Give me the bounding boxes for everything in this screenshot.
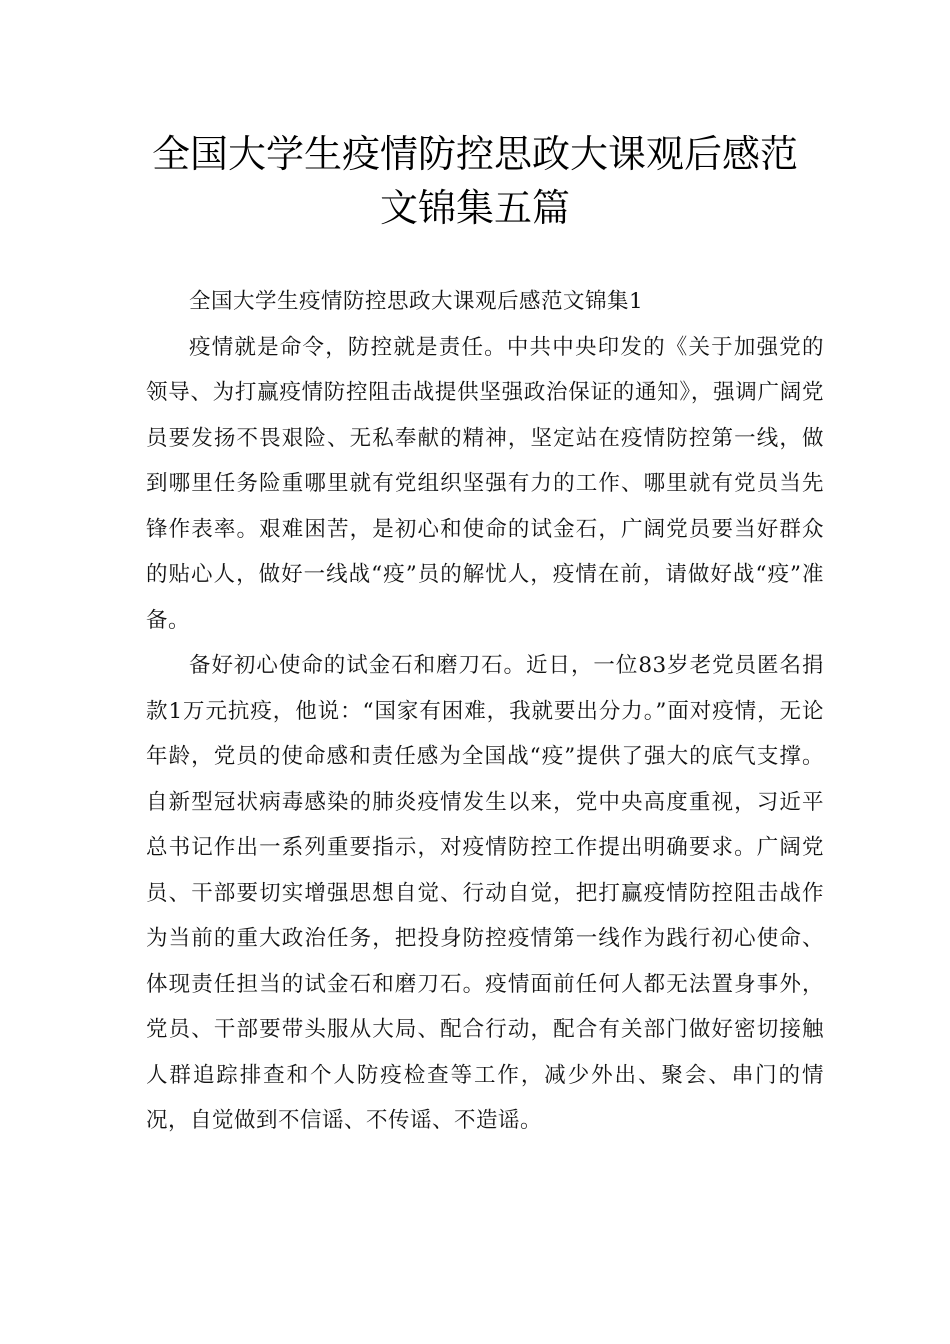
paragraph-2: 备好初心使命的试金石和磨刀石。近日，一位83岁老党员匿名捐款1万元抗疫，他说：“国家有困难，我就要出分力。”面对疫情，无论年龄，党员的使命感和责任感为全国战“疫”提供了强大的底气支撑。自新型冠状病毒感染的肺炎疫情发生以来，党中央高度重视，习近平总书记作出一系列重要指示，对疫情防控工作提出明确要求。广阔党员、干部要切实增强思想自觉、行动自觉，把打赢疫情防控阻击战作为当前的重大政治任务，把投身防控疫情第一线作为践行初心使命、体现责任担当的试金石和磨刀石。疫情面前任何人都无法置身事外，党员、干部要带头服从大局、配合行动，配合有关部门做好密切接触人群追踪排查和个人防疫检查等工作，减少外出、聚会、串门的情况，自觉做到不信谣、不传谣、不造谣。 [146,653,824,1133]
title-line-1: 全国大学生疫情防控思政大课观后感范 [151,132,798,176]
section-heading: 全国大学生疫情防控思政大课观后感范文锦集1 [189,289,644,314]
title-line-2: 文锦集五篇 [379,186,570,230]
paragraph-1: 疫情就是命令，防控就是责任。中共中央印发的《关于加强党的领导、为打赢疫情防控阻击战提供坚强政治保证的通知》，强调广阔党员要发扬不畏艰险、无私奉献的精神，坚定站在疫情防控第一线，做到哪里任务险重哪里就有党组织坚强有力的工作、哪里就有党员当先锋作表率。艰难困苦，是初心和使命的试金石，广阔党员要当好群众的贴心人，做好一线战“疫”员的解忧人，疫情在前，请做好战“疫”准备。 [146,334,824,633]
document-body [146,279,824,1144]
document-title [120,127,830,235]
